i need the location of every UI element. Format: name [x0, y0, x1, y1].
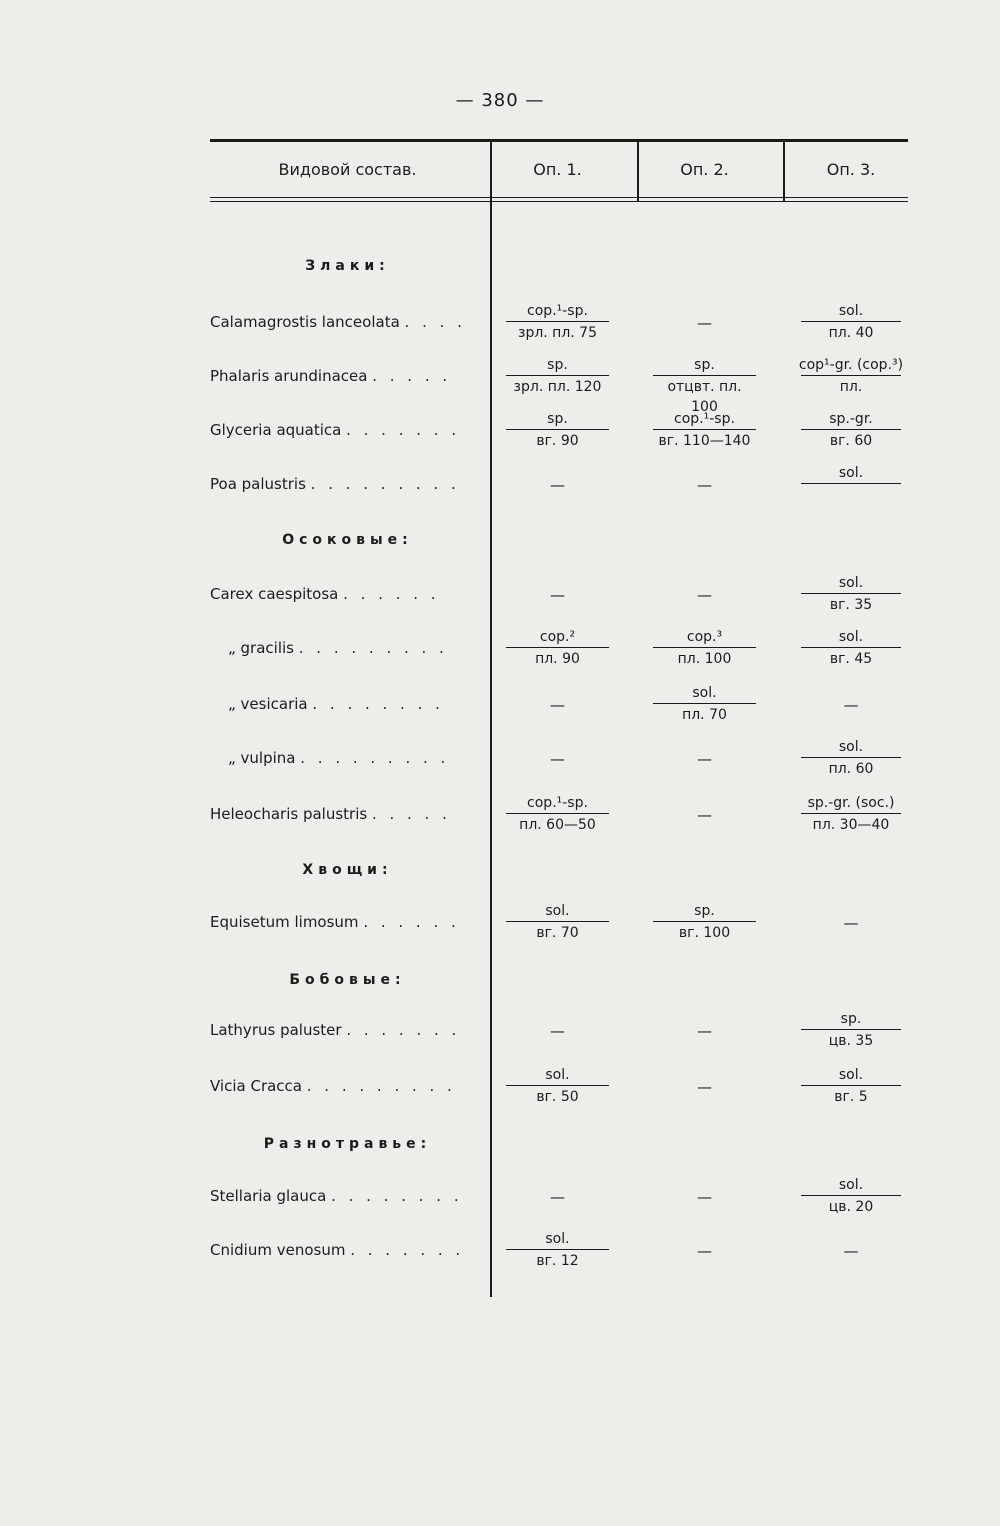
species-label: „ vesicaria — [228, 695, 313, 713]
cell-op3 — [795, 1062, 907, 1114]
species-name — [210, 1021, 485, 1039]
abundance-value: sp. — [694, 357, 715, 373]
cell-op2 — [647, 734, 762, 786]
header-op3: Оп. 3. — [826, 160, 876, 179]
leader-dots: . . . . . — [371, 805, 451, 823]
empty-dash: — — [550, 750, 565, 768]
table-row — [0, 898, 1000, 950]
cell-op3 — [795, 298, 907, 350]
leader-dots: . . . . . — [372, 367, 452, 385]
phenology-value: цв. 35 — [801, 1029, 901, 1051]
phenology-value: зрл. пл. 120 — [506, 375, 609, 397]
empty-dash: — — [843, 914, 859, 932]
species-name — [210, 695, 485, 713]
cell-op1 — [500, 898, 615, 950]
leader-dots: . . . . . . . — [346, 1021, 461, 1039]
species-label: Heleocharis palustris — [210, 805, 372, 823]
header-rule-double — [210, 201, 908, 202]
cell-op1 — [500, 734, 615, 786]
cell-op3 — [795, 570, 907, 622]
abundance-value: sol. — [838, 1177, 864, 1193]
leader-dots: . . . . . . . . . — [298, 639, 448, 657]
species-name — [210, 749, 485, 767]
abundance-value: sol. — [838, 629, 864, 645]
phenology-value: цв. 20 — [801, 1195, 901, 1217]
cell-op1 — [500, 1006, 615, 1058]
cell-op2 — [647, 570, 762, 622]
table-top-rule — [210, 139, 908, 142]
phenology-value: отцвт. пл. 100 — [653, 375, 756, 417]
header-species: Видовой состав. — [278, 160, 417, 179]
cell-op1 — [500, 680, 615, 732]
table-row — [0, 352, 1000, 415]
species-label: Lathyrus paluster — [210, 1021, 347, 1039]
table-row — [0, 298, 1000, 350]
cell-op1 — [500, 352, 615, 404]
cell-op2 — [647, 460, 762, 512]
species-label: Stellaria glauca — [210, 1187, 332, 1205]
species-label: Carex caespitosa — [210, 585, 344, 603]
phenology-value: пл. 100 — [653, 647, 756, 669]
cell-op3 — [795, 624, 907, 676]
cell-op3 — [795, 352, 907, 404]
abundance-value: sp. — [547, 357, 568, 373]
leader-dots: . . . . . . — [363, 913, 460, 931]
table-row — [0, 1172, 1000, 1224]
header-op2: Оп. 2. — [680, 160, 729, 179]
empty-dash: — — [550, 476, 565, 494]
cell-op2 — [647, 1006, 762, 1058]
abundance-value: cop.¹-sp. — [674, 411, 735, 427]
cell-op2 — [647, 352, 762, 415]
empty-dash: — — [550, 1188, 565, 1206]
phenology-value: пл. 60 — [801, 757, 901, 779]
phenology-value: вг. 12 — [506, 1249, 609, 1271]
phenology-value: пл. 60—50 — [506, 813, 609, 835]
cell-op2 — [647, 1172, 762, 1224]
phenology-value: пл. 90 — [506, 647, 609, 669]
empty-dash: — — [550, 696, 565, 714]
species-name — [210, 913, 485, 931]
header-rule — [210, 197, 908, 198]
cell-op3 — [795, 734, 907, 786]
species-label: Phalaris arundinacea — [210, 367, 373, 385]
leader-dots: . . . . . . . — [346, 421, 461, 439]
leader-dots: . . . . . . — [343, 585, 440, 603]
cell-op3 — [795, 460, 907, 512]
phenology-value: вг. 70 — [506, 921, 609, 943]
cell-op2 — [647, 298, 762, 350]
abundance-value: sol. — [692, 685, 717, 701]
cell-op2 — [647, 406, 762, 458]
abundance-value: sol. — [838, 575, 864, 591]
phenology-value: вг. 110—140 — [653, 429, 756, 451]
abundance-value: sp. — [547, 411, 568, 427]
group-heading-horsetails: Хвощи: — [302, 862, 393, 878]
column-divider — [783, 141, 785, 201]
column-divider — [637, 141, 639, 201]
species-label: Poa palustris — [210, 475, 311, 493]
cell-op1 — [500, 624, 615, 676]
cell-op2 — [647, 624, 762, 676]
cell-op3 — [795, 1006, 907, 1058]
abundance-value: sol. — [545, 903, 570, 919]
cell-op1 — [500, 1226, 615, 1278]
cell-op3 — [795, 898, 907, 950]
abundance-value: cop.³ — [686, 629, 723, 645]
species-name — [210, 805, 485, 823]
abundance-value: sol. — [545, 1067, 570, 1083]
group-heading-sedges: Осоковые: — [282, 532, 413, 548]
empty-dash: — — [843, 1242, 859, 1260]
species-label: Vicia Cracca — [210, 1077, 307, 1095]
species-name — [210, 313, 485, 331]
phenology-value: пл. — [801, 375, 901, 397]
leader-dots: . . . . . . . . — [331, 1187, 463, 1205]
phenology-value: вг. 5 — [801, 1085, 901, 1107]
species-name — [210, 475, 485, 493]
leader-dots: . . . . . . . . . — [310, 475, 460, 493]
cell-op1 — [500, 570, 615, 622]
empty-dash: — — [697, 314, 712, 332]
table-row — [0, 680, 1000, 732]
abundance-value: sp.-gr. — [829, 411, 873, 427]
cell-op3 — [795, 1172, 907, 1224]
species-name — [210, 1241, 485, 1259]
table-row — [0, 460, 1000, 512]
cell-op3 — [795, 680, 907, 732]
cell-op3 — [795, 406, 907, 458]
table-row — [0, 1226, 1000, 1278]
species-name — [210, 367, 485, 385]
phenology-value: вг. 60 — [801, 429, 901, 451]
cell-op3 — [795, 1226, 907, 1278]
group-heading-forbs: Разнотравье: — [263, 1136, 432, 1152]
cell-op2 — [647, 680, 762, 732]
header-op1: Оп. 1. — [533, 160, 582, 179]
phenology-value — [801, 483, 901, 505]
page-number: — 380 — — [455, 90, 545, 111]
species-label: Cnidium venosum — [210, 1241, 351, 1259]
species-label: „ gracilis — [228, 639, 299, 657]
abundance-value: sol. — [838, 465, 864, 481]
cell-op2 — [647, 1062, 762, 1114]
species-name — [210, 639, 485, 657]
cell-op1 — [500, 790, 615, 842]
cell-op1 — [500, 406, 615, 458]
leader-dots: . . . . . . . . . — [300, 749, 450, 767]
cell-op1 — [500, 298, 615, 350]
leader-dots: . . . . . . . — [350, 1241, 465, 1259]
empty-dash: — — [697, 1078, 712, 1096]
species-label: „ vulpina — [228, 749, 301, 767]
species-name — [210, 421, 485, 439]
table-row — [0, 734, 1000, 786]
phenology-value: вг. 100 — [653, 921, 756, 943]
table-row — [0, 624, 1000, 676]
empty-dash: — — [697, 586, 712, 604]
phenology-value: вг. 50 — [506, 1085, 609, 1107]
abundance-value: cop.¹-sp. — [527, 795, 588, 811]
phenology-value: вг. 90 — [506, 429, 609, 451]
abundance-value: sp. — [694, 903, 715, 919]
species-label: Equisetum limosum — [210, 913, 364, 931]
cell-op2 — [647, 898, 762, 950]
empty-dash: — — [697, 806, 712, 824]
abundance-value: sol. — [838, 739, 864, 755]
cell-op1 — [500, 1062, 615, 1114]
abundance-value: cop.¹-sp. — [527, 303, 588, 319]
leader-dots: . . . . . . . . — [312, 695, 444, 713]
cell-op1 — [500, 1172, 615, 1224]
cell-op2 — [647, 790, 762, 842]
table-row — [0, 406, 1000, 458]
cell-op3 — [795, 790, 907, 842]
empty-dash: — — [697, 1188, 712, 1206]
abundance-value: sp. — [840, 1011, 862, 1027]
table-row — [0, 1062, 1000, 1114]
group-heading-legumes: Бобовые: — [289, 972, 406, 988]
empty-dash: — — [697, 476, 712, 494]
abundance-value: cop¹-gr. (cop.³) — [798, 357, 904, 373]
leader-dots: . . . . — [404, 313, 466, 331]
phenology-value: пл. 70 — [653, 703, 756, 725]
empty-dash: — — [697, 1022, 712, 1040]
leader-dots: . . . . . . . . . — [306, 1077, 456, 1095]
abundance-value: sp.-gr. (soc.) — [807, 795, 895, 811]
table-row — [0, 790, 1000, 842]
species-name — [210, 1187, 485, 1205]
empty-dash: — — [550, 1022, 565, 1040]
phenology-value: вг. 35 — [801, 593, 901, 615]
empty-dash: — — [843, 696, 859, 714]
abundance-value: cop.² — [539, 629, 576, 645]
phenology-value: зрл. пл. 75 — [506, 321, 609, 343]
species-label: Calamagrostis lanceolata — [210, 313, 405, 331]
phenology-value: пл. 30—40 — [801, 813, 901, 835]
table-row — [0, 1006, 1000, 1058]
phenology-value: вг. 45 — [801, 647, 901, 669]
abundance-value: sol. — [545, 1231, 570, 1247]
abundance-value: sol. — [838, 303, 864, 319]
cell-op1 — [500, 460, 615, 512]
empty-dash: — — [697, 1242, 712, 1260]
empty-dash: — — [550, 586, 565, 604]
group-heading-grasses: Злаки: — [305, 258, 390, 274]
empty-dash: — — [697, 750, 712, 768]
cell-op2 — [647, 1226, 762, 1278]
abundance-value: sol. — [838, 1067, 864, 1083]
phenology-value: пл. 40 — [801, 321, 901, 343]
species-name — [210, 1077, 485, 1095]
table-row — [0, 570, 1000, 622]
species-name — [210, 585, 485, 603]
species-label: Glyceria aquatica — [210, 421, 347, 439]
